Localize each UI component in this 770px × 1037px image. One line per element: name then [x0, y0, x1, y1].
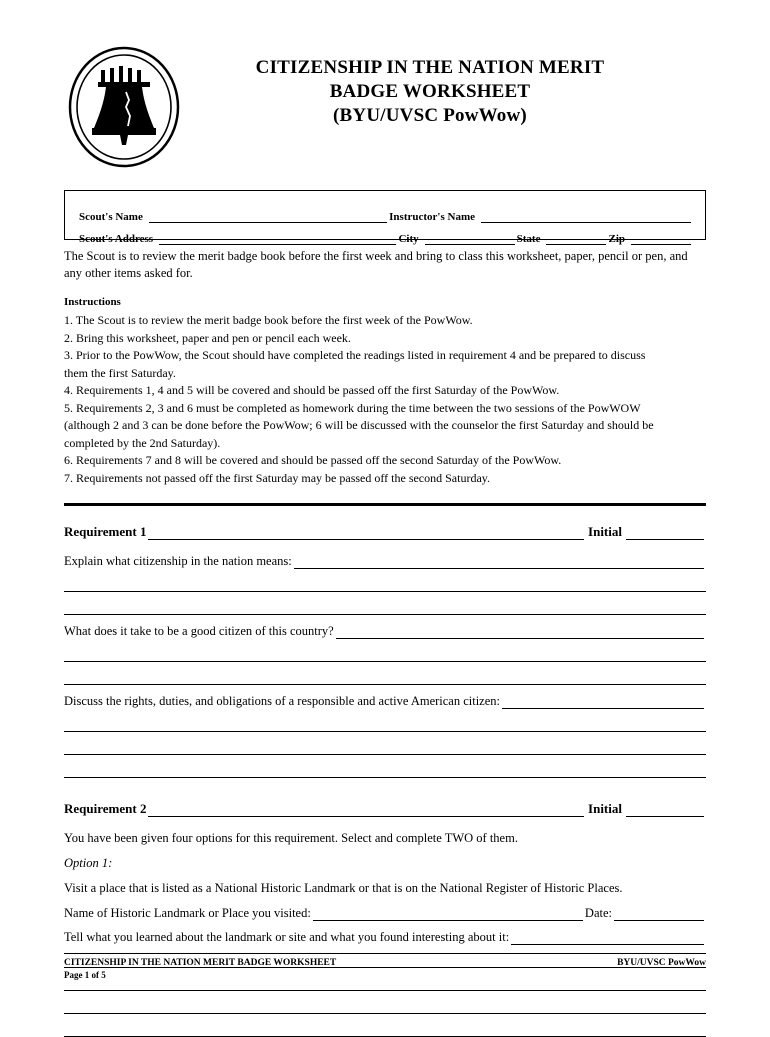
date-input[interactable] [614, 909, 704, 921]
landmark-input[interactable] [313, 909, 583, 921]
prompt-text: Explain what citizenship in the nation means: [64, 554, 292, 568]
requirement-1-initial-input[interactable] [626, 528, 704, 540]
instructor-name-input[interactable] [481, 211, 691, 223]
page-header [64, 42, 706, 168]
instruction-line: 1. The Scout is to review the merit badge book before the first week of the PowWow. [64, 313, 473, 327]
scout-name-input[interactable] [149, 211, 387, 223]
requirement-2-initial-input[interactable] [626, 805, 704, 817]
requirement-1-rule [148, 528, 584, 540]
requirement-2-option-text: Visit a place that is listed as a National Historic Landmark or that is on the National Register of Historic Places. [64, 881, 623, 895]
requirement-2-header [64, 801, 706, 817]
prompt-text: Discuss the rights, duties, and obligations of a responsible and active American citizen: [64, 694, 501, 708]
footer-left-text: CITIZENSHIP IN THE NATION MERIT BADGE WORKSHEET [64, 958, 337, 968]
prompt-text: Tell what you learned about the landmark or site and what you found interesting about it: [64, 930, 510, 944]
scout-name-row [79, 201, 693, 223]
instruction-line: 4. Requirements 1, 4 and 5 will be covered and should be passed off the first Saturday of the PowWow. [64, 383, 560, 397]
answer-line[interactable] [64, 648, 706, 662]
requirement-2-learned-row [64, 930, 706, 945]
zip-input[interactable] [631, 233, 691, 245]
instruction-line: 7. Requirements not passed off the first Saturday may be passed off the second Saturday. [64, 470, 491, 485]
instruction-line: 5. Requirements 2, 3 and 6 must be completed as homework during the time between the two sessions of the PowWOW [64, 400, 641, 415]
answer-line[interactable] [64, 1000, 706, 1014]
requirement-2-option-label: Option 1: [64, 856, 113, 870]
title-line-1: CITIZENSHIP IN THE NATION MERIT [255, 57, 605, 78]
scout-address-label: Scout's Address [79, 233, 154, 245]
requirement-1-initial-label: Initial [588, 524, 622, 539]
title-line-3: (BYU/UVSC PowWow) [333, 105, 527, 126]
requirement-1-header [64, 524, 706, 540]
date-label: Date: [584, 906, 612, 920]
instructions-title: Instructions [64, 296, 121, 308]
answer-line[interactable] [64, 671, 706, 685]
footer-divider [64, 953, 706, 954]
answer-line[interactable] [64, 578, 706, 592]
footer-page-number: Page 1 of 5 [64, 970, 106, 980]
page-footer [64, 953, 706, 980]
answer-line[interactable] [64, 741, 706, 755]
answer-input[interactable] [336, 627, 704, 639]
instruction-line: (although 2 and 3 can be done before the PowWow; 6 will be discussed with the counselor the first Saturday and should be [64, 418, 654, 432]
prompt-text: What does it take to be a good citizen of this country? [64, 624, 334, 638]
title-line-2: BADGE WORKSHEET [329, 81, 531, 102]
requirement-2-rule [148, 805, 584, 817]
requirement-1-heading: Requirement 1 [64, 524, 147, 539]
instruction-line: 2. Bring this worksheet, paper and pen or pencil each week. [64, 330, 351, 345]
scout-name-label: Scout's Name [79, 211, 143, 223]
intro-paragraph: The Scout is to review the merit badge book before the first week and bring to class this worksheet, paper, pencil or pen, and any other items asked for. [64, 249, 688, 280]
requirement-2-note: You have been given four options for this requirement. Select and complete TWO of them. [64, 831, 518, 845]
spacer [64, 787, 706, 801]
city-input[interactable] [425, 233, 515, 245]
requirement-2-landmark-row [64, 906, 706, 921]
answer-input[interactable] [502, 697, 704, 709]
city-label: City [398, 233, 419, 245]
instructions-list [64, 312, 706, 487]
instruction-line: 3. Prior to the PowWow, the Scout should have completed the readings listed in requirement 4 and be prepared to discuss [64, 348, 646, 362]
prompt-text: Name of Historic Landmark or Place you visited: [64, 906, 311, 920]
scout-address-row [79, 223, 693, 245]
answer-line[interactable] [64, 1023, 706, 1037]
instruction-line: 6. Requirements 7 and 8 will be covered and should be passed off the second Saturday of the PowWow. [64, 453, 562, 467]
scout-address-input[interactable] [159, 233, 396, 245]
requirement-2-heading: Requirement 2 [64, 801, 147, 816]
liberty-bell-emblem [64, 42, 184, 168]
instruction-line: completed by the 2nd Saturday). [64, 435, 221, 450]
requirement-1-prompt-1 [64, 554, 706, 569]
requirement-2-initial-label: Initial [588, 801, 622, 816]
state-input[interactable] [546, 233, 606, 245]
instruction-line: them the first Saturday. [64, 365, 176, 380]
section-divider [64, 503, 706, 506]
requirement-1-prompt-2 [64, 624, 706, 639]
footer-right-text: BYU/UVSC PowWow [617, 958, 706, 968]
instructor-name-label: Instructor's Name [389, 211, 475, 223]
scout-info-box [64, 190, 706, 245]
answer-line[interactable] [64, 718, 706, 732]
page-title [184, 42, 706, 128]
state-label: State [516, 233, 541, 245]
answer-line[interactable] [64, 764, 706, 778]
zip-label: Zip [608, 233, 625, 245]
answer-input[interactable] [511, 933, 704, 945]
requirement-1-prompt-3 [64, 694, 706, 709]
answer-input[interactable] [294, 557, 704, 569]
answer-line[interactable] [64, 601, 706, 615]
